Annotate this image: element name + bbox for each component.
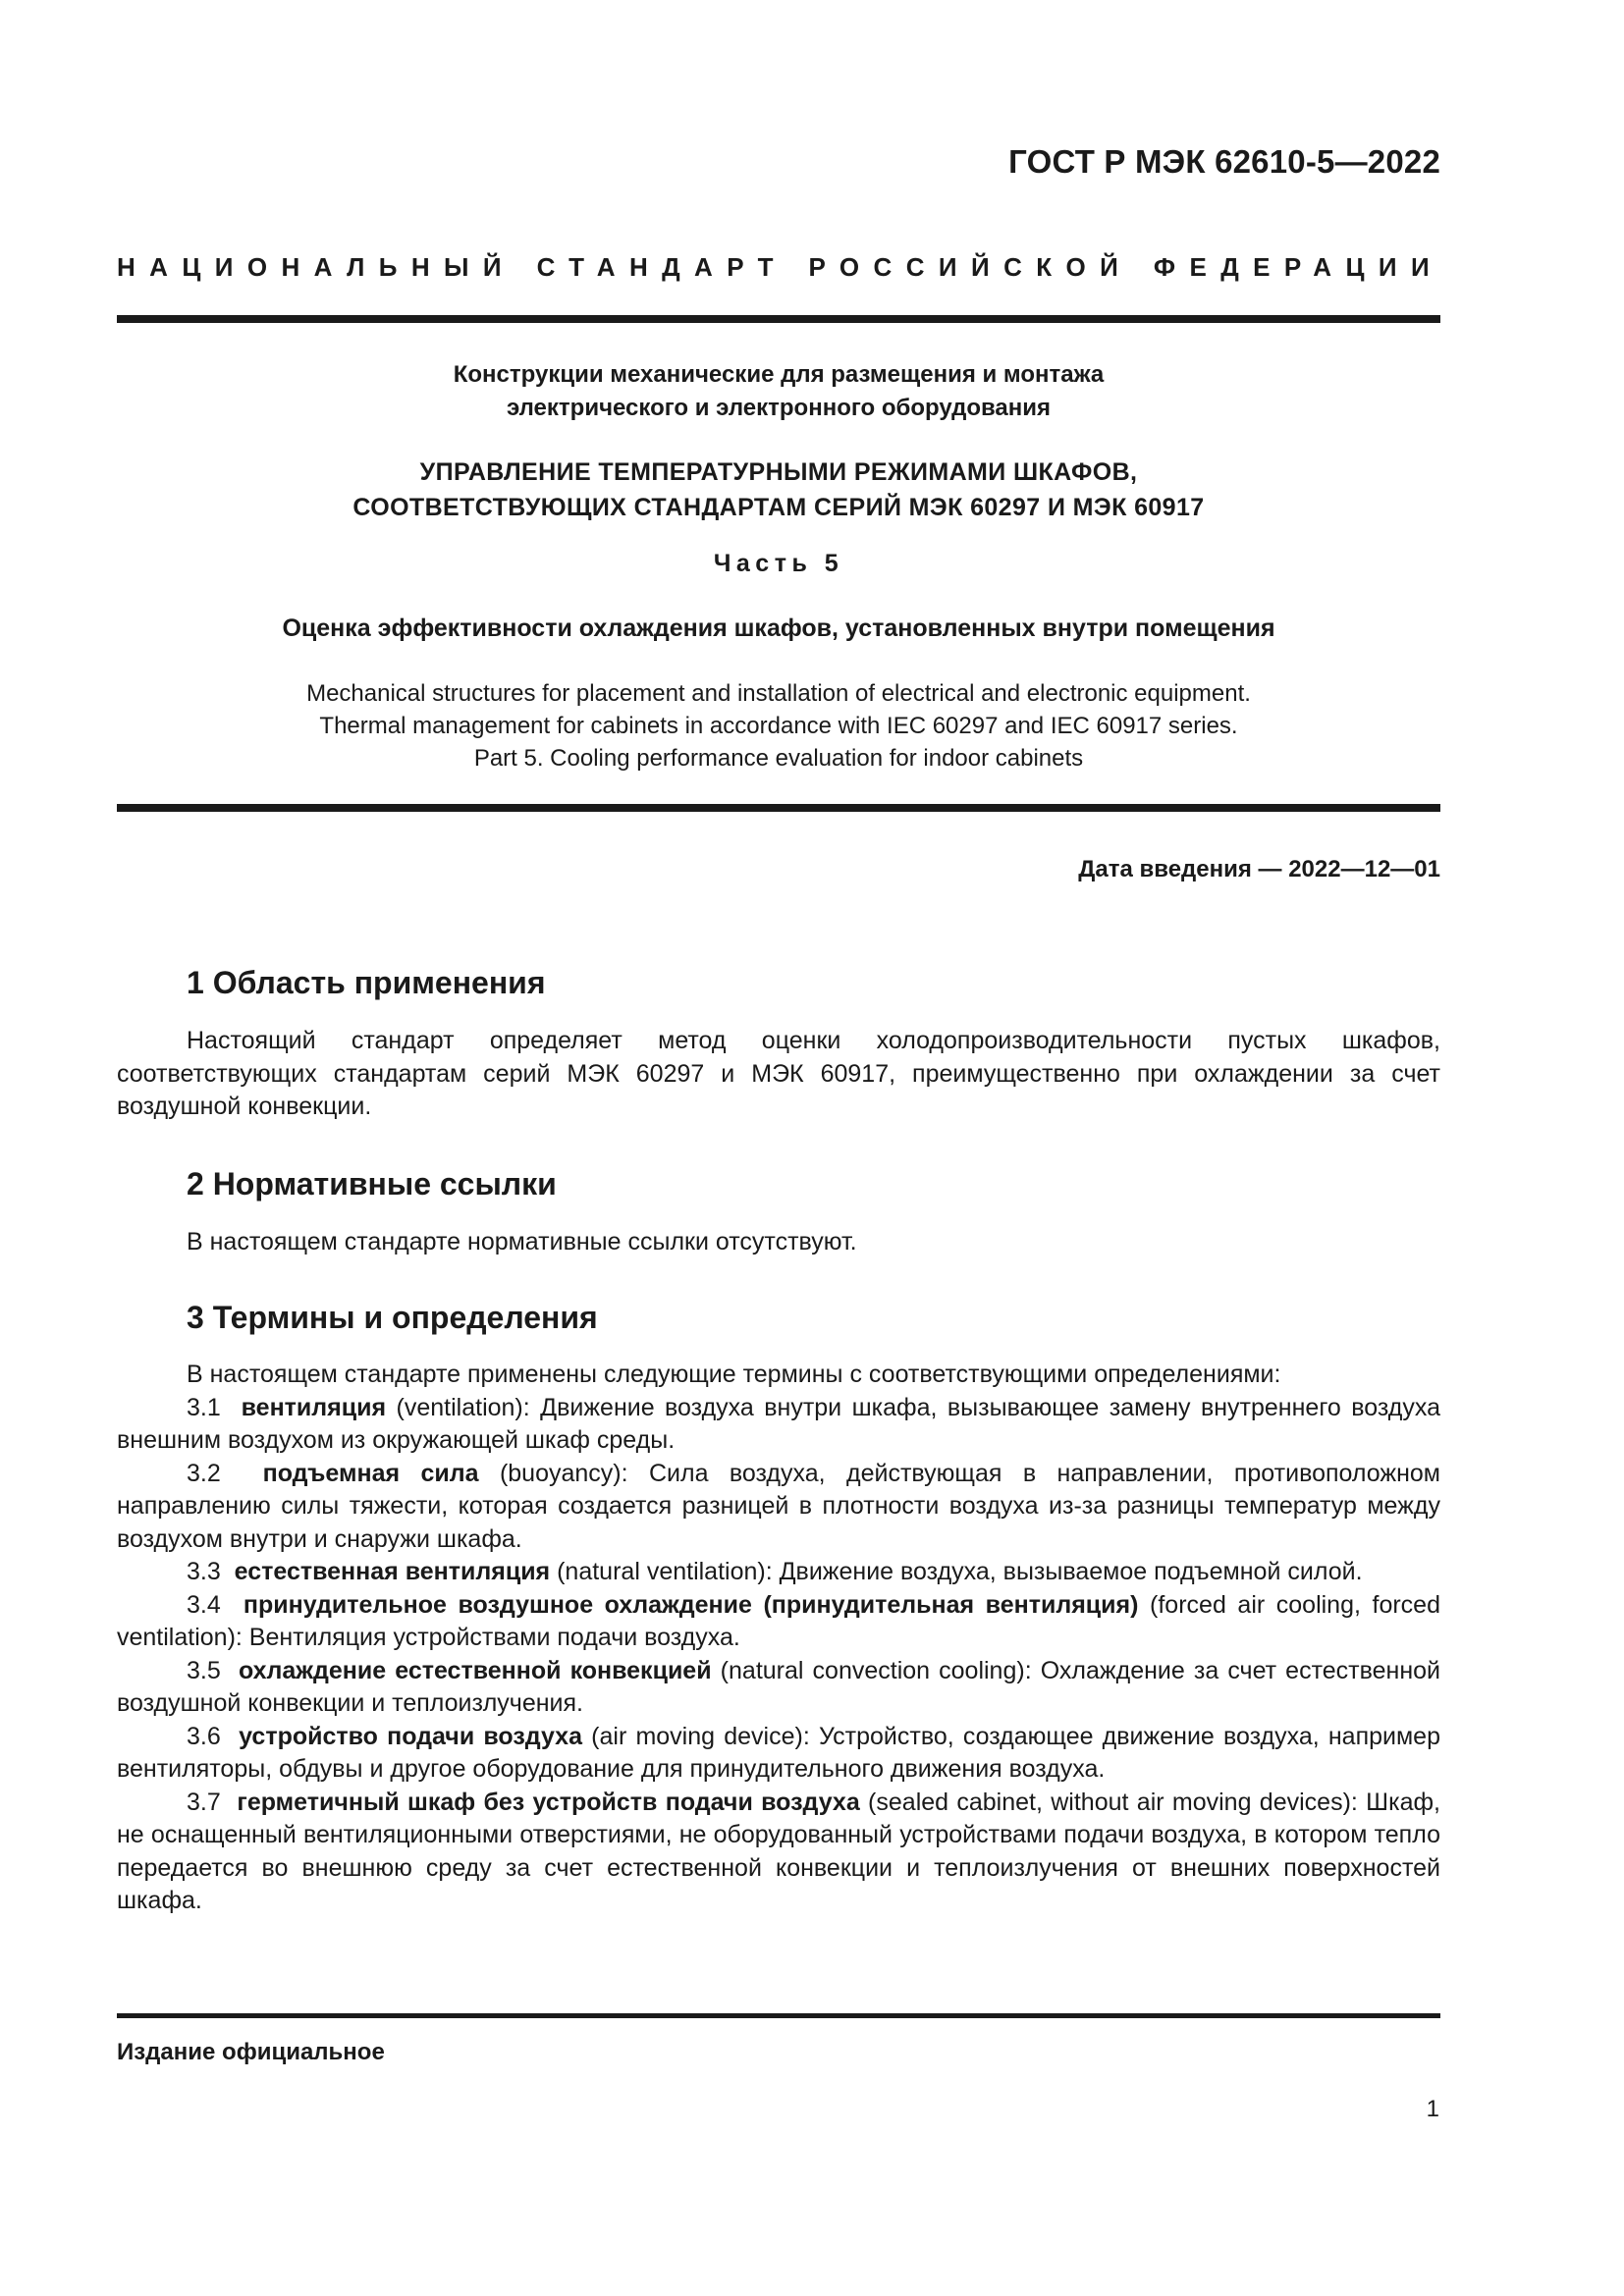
- section-2-text: В настоящем стандарте нормативные ссылки отсутствуют.: [187, 1228, 857, 1255]
- main-title-line-1: УПРАВЛЕНИЕ ТЕМПЕРАТУРНЫМИ РЕЖИМАМИ ШКАФОВ,: [419, 458, 1138, 486]
- term-name: охлаждение естественной конвекцией: [238, 1656, 712, 1684]
- part-subtitle: Оценка эффективности охлаждения шкафов, установленных внутри помещения: [282, 614, 1275, 642]
- footer-rule: [117, 2013, 1440, 2018]
- term-number: 3.7: [187, 1788, 221, 1816]
- term-definition: (buoyancy): Сила воздуха, действующая в направлении, противоположном направлению силы тяжести, которая создается разницей в плотности воздуха из-за разницы температур между воздухом внутри и снаружи шкафа.: [117, 1459, 1440, 1553]
- english-title-line-2: Thermal management for cabinets in accordance with IEC 60297 and IEC 60917 series.: [319, 713, 1238, 739]
- main-title-line-2: СООТВЕТСТВУЮЩИХ СТАНДАРТАМ СЕРИЙ МЭК 60297 И МЭК 60917: [352, 494, 1205, 521]
- english-title-line-1: Mechanical structures for placement and installation of electrical and electronic equipment.: [306, 680, 1251, 707]
- official-edition-label: Издание официальное: [117, 2039, 385, 2065]
- section-1-paragraph: Настоящий стандарт определяет метод оценки холодопроизводительности пустых шкафов, соответствующих стандартам серий МЭК 60297 и МЭК 60917, преимущественно при охлаждении за счет воздушной конвекции.: [117, 1027, 1440, 1120]
- term-3-4: [117, 1589, 1440, 1655]
- section-3-heading: 3 Термины и определения: [187, 1300, 598, 1335]
- term-definition: (ventilation): Движение воздуха внутри шкафа, вызывающее замену внутреннего воздуха внешним воздухом из окружающей шкаф среды.: [117, 1393, 1440, 1454]
- english-title-line-3: Part 5. Cooling performance evaluation for indoor cabinets: [473, 745, 1084, 772]
- document-code: ГОСТ Р МЭК 62610-5—2022: [1008, 143, 1440, 180]
- term-definition: (forced air cooling, forced ventilation): Вентиляция устройствами подачи воздуха.: [117, 1590, 1440, 1651]
- term-3-2: [117, 1458, 1440, 1557]
- page-number: 1: [1426, 2096, 1439, 2122]
- term-definition: (natural convection cooling): Охлаждение за счет естественной воздушной конвекции и теплоизлучения.: [117, 1656, 1440, 1717]
- english-title: [117, 677, 1440, 774]
- term-name: естественная вентиляция: [234, 1558, 551, 1585]
- introduction-date: Дата введения — 2022—12—01: [1078, 856, 1440, 882]
- group-title-line-1: Конструкции механические для размещения и монтажа: [453, 361, 1105, 388]
- section-2-heading: 2 Нормативные ссылки: [187, 1166, 557, 1201]
- part-label: Часть 5: [713, 550, 844, 577]
- term-name: устройство подачи воздуха: [239, 1722, 582, 1750]
- terms-list: [117, 1359, 1440, 1918]
- term-number: 3.6: [187, 1722, 221, 1750]
- group-title: [117, 358, 1440, 425]
- term-definition: (natural ventilation): Движение воздуха, вызываемое подъемной силой.: [550, 1558, 1363, 1585]
- header-rule: [117, 315, 1440, 323]
- term-definition: (sealed cabinet, without air moving devices): Шкаф, не оснащенный вентиляционными отверстиями, не оборудованный устройствами подачи воздуха, в котором тепло передается во внешнюю среду за счет естественной конвекции и теплоизлучения от внешних поверхностей шкафа.: [117, 1788, 1440, 1914]
- term-3-3: [117, 1556, 1440, 1589]
- title-rule: [117, 804, 1440, 812]
- term-name: герметичный шкаф без устройств подачи воздуха: [237, 1788, 860, 1816]
- main-title: [117, 454, 1440, 525]
- term-name: подъемная сила: [262, 1459, 479, 1487]
- term-number: 3.2: [187, 1459, 221, 1487]
- term-3-1: [117, 1392, 1440, 1458]
- term-name: принудительное воздушное охлаждение (принудительная вентиляция): [243, 1590, 1139, 1619]
- term-3-5: [117, 1655, 1440, 1721]
- group-title-line-2: электрического и электронного оборудования: [506, 395, 1052, 421]
- term-definition: (air moving device): Устройство, создающее движение воздуха, например вентиляторы, обдувы и другое оборудование для принудительного движения воздуха.: [117, 1722, 1440, 1783]
- section-3-intro: В настоящем стандарте применены следующие термины с соответствующими определениями:: [187, 1361, 1281, 1388]
- term-number: 3.1: [187, 1393, 221, 1421]
- section-1-heading: 1 Область применения: [187, 965, 546, 1000]
- term-3-7: [117, 1787, 1440, 1918]
- national-standard-banner: НАЦИОНАЛЬНЫЙ СТАНДАРТ РОССИЙСКОЙ ФЕДЕРАЦИИ: [117, 252, 1444, 282]
- term-name: вентиляция: [241, 1393, 387, 1421]
- term-3-6: [117, 1721, 1440, 1787]
- term-number: 3.4: [187, 1590, 221, 1619]
- term-number: 3.3: [187, 1558, 221, 1585]
- term-number: 3.5: [187, 1656, 221, 1684]
- section-1-text: [117, 1025, 1440, 1124]
